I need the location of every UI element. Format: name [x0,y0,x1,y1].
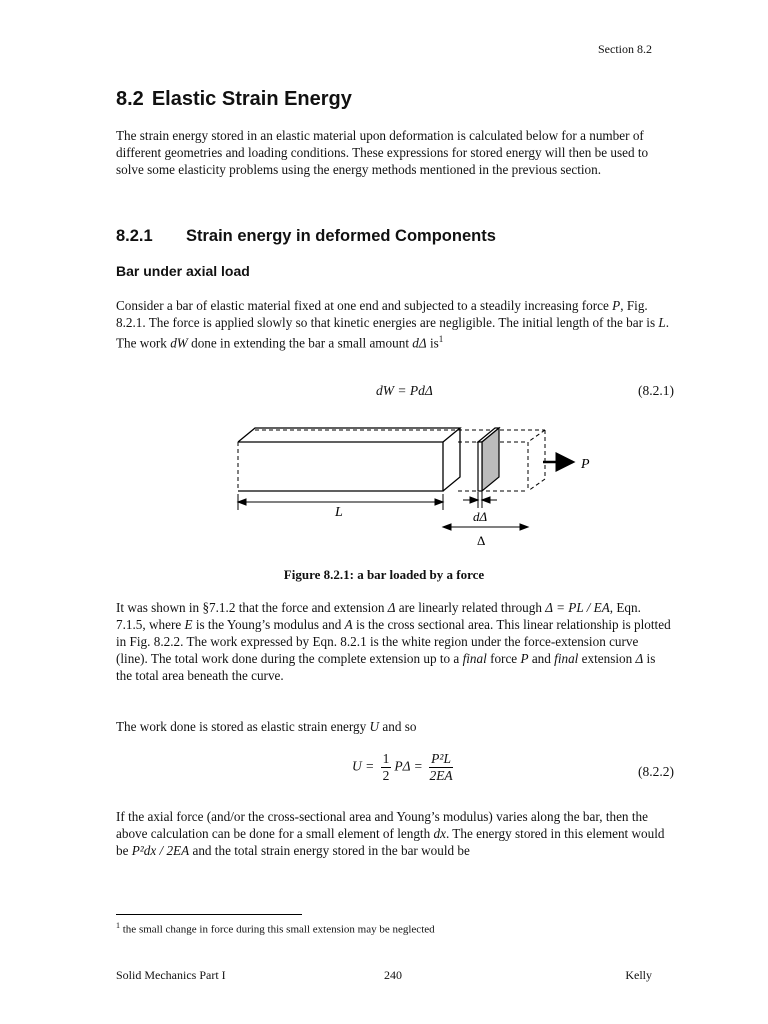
section-title [116,88,352,111]
subsection-title [116,227,496,246]
footnote-ref: 1 [438,334,444,344]
footer-right: Kelly [625,968,652,982]
label-L: L [335,505,343,520]
figure-caption: Figure 8.2.1: a bar loaded by a force [283,567,485,582]
equation-number-8-2-1: (8.2.1) [638,383,674,398]
label-delta: Δ [477,533,486,548]
footnote-rule [116,914,302,915]
element-d-delta [478,428,499,491]
label-force-P: P [581,457,590,472]
paragraph-3: The work done is stored as elastic strain energy U and so [116,719,417,734]
page-number: 240 [384,968,402,982]
section-number: 8.2 [116,88,144,110]
figure-bar-diagram [225,418,605,558]
footer-left: Solid Mechanics Part I [116,968,226,982]
dimension-delta [443,524,528,530]
paragraph-2: It was shown in §7.1.2 that the force and extension Δ are linearly related through Δ = PL / EA, Eqn. 7.1.5, where E is the Young’s modulus and A is the cross sectional area. This linear relationship is plotted in Fig. 8.2.2. The work expressed by Eqn. 8.2.1 is the white region under the force-extension curve (line). The total work done during the complete extension up to a final force P and final extension Δ is the total area beneath the curve. [116,600,671,683]
equation-8-2-2: U = $\frac{1}{2}$ PΔ = $\frac{\text{P²L}}{2EA}$ [352,751,453,783]
footnote: $^1$ the small change in force during this small extension may be neglected [116,921,435,936]
section-title-text: Elastic Strain Energy [151,88,352,110]
subsection-title-text: Strain energy in deformed Components [186,227,496,245]
subsection-number: 8.2.1 [116,227,153,245]
label-d-delta: dΔ [473,509,488,524]
equation-number-8-2-2: (8.2.2) [638,764,674,779]
running-header: Section 8.2 [598,42,652,56]
dimension-d-delta [463,492,497,508]
original-bar [238,428,460,491]
paragraph-1: Consider a bar of elastic material fixed at one end and subjected to a steadily increasing force P, Fig. 8.2.1. The force is applied slowly so that kinetic energies are negligible. The initial length of the bar is L. The work dW done in extending the bar a small amount dΔ $is^1$ [116,298,670,351]
subheading-bar-axial: Bar under axial load [116,263,250,279]
paragraph-4: If the axial force (and/or the cross-sectional area and Young’s modulus) varies along the bar, then the above calculation can be done for a small element of length dx. The energy stored in this element would be P²dx / 2EA and the total strain energy stored in the bar would be [116,809,665,858]
intro-paragraph: The strain energy stored in an elastic material upon deformation is calculated below for a number of different geometries and loading conditions. These expressions for stored energy will then be used to solve some elasticity problems using the energy methods mentioned in the previous section. [116,128,649,177]
equation-8-2-1: dW = PdΔ [376,383,433,398]
